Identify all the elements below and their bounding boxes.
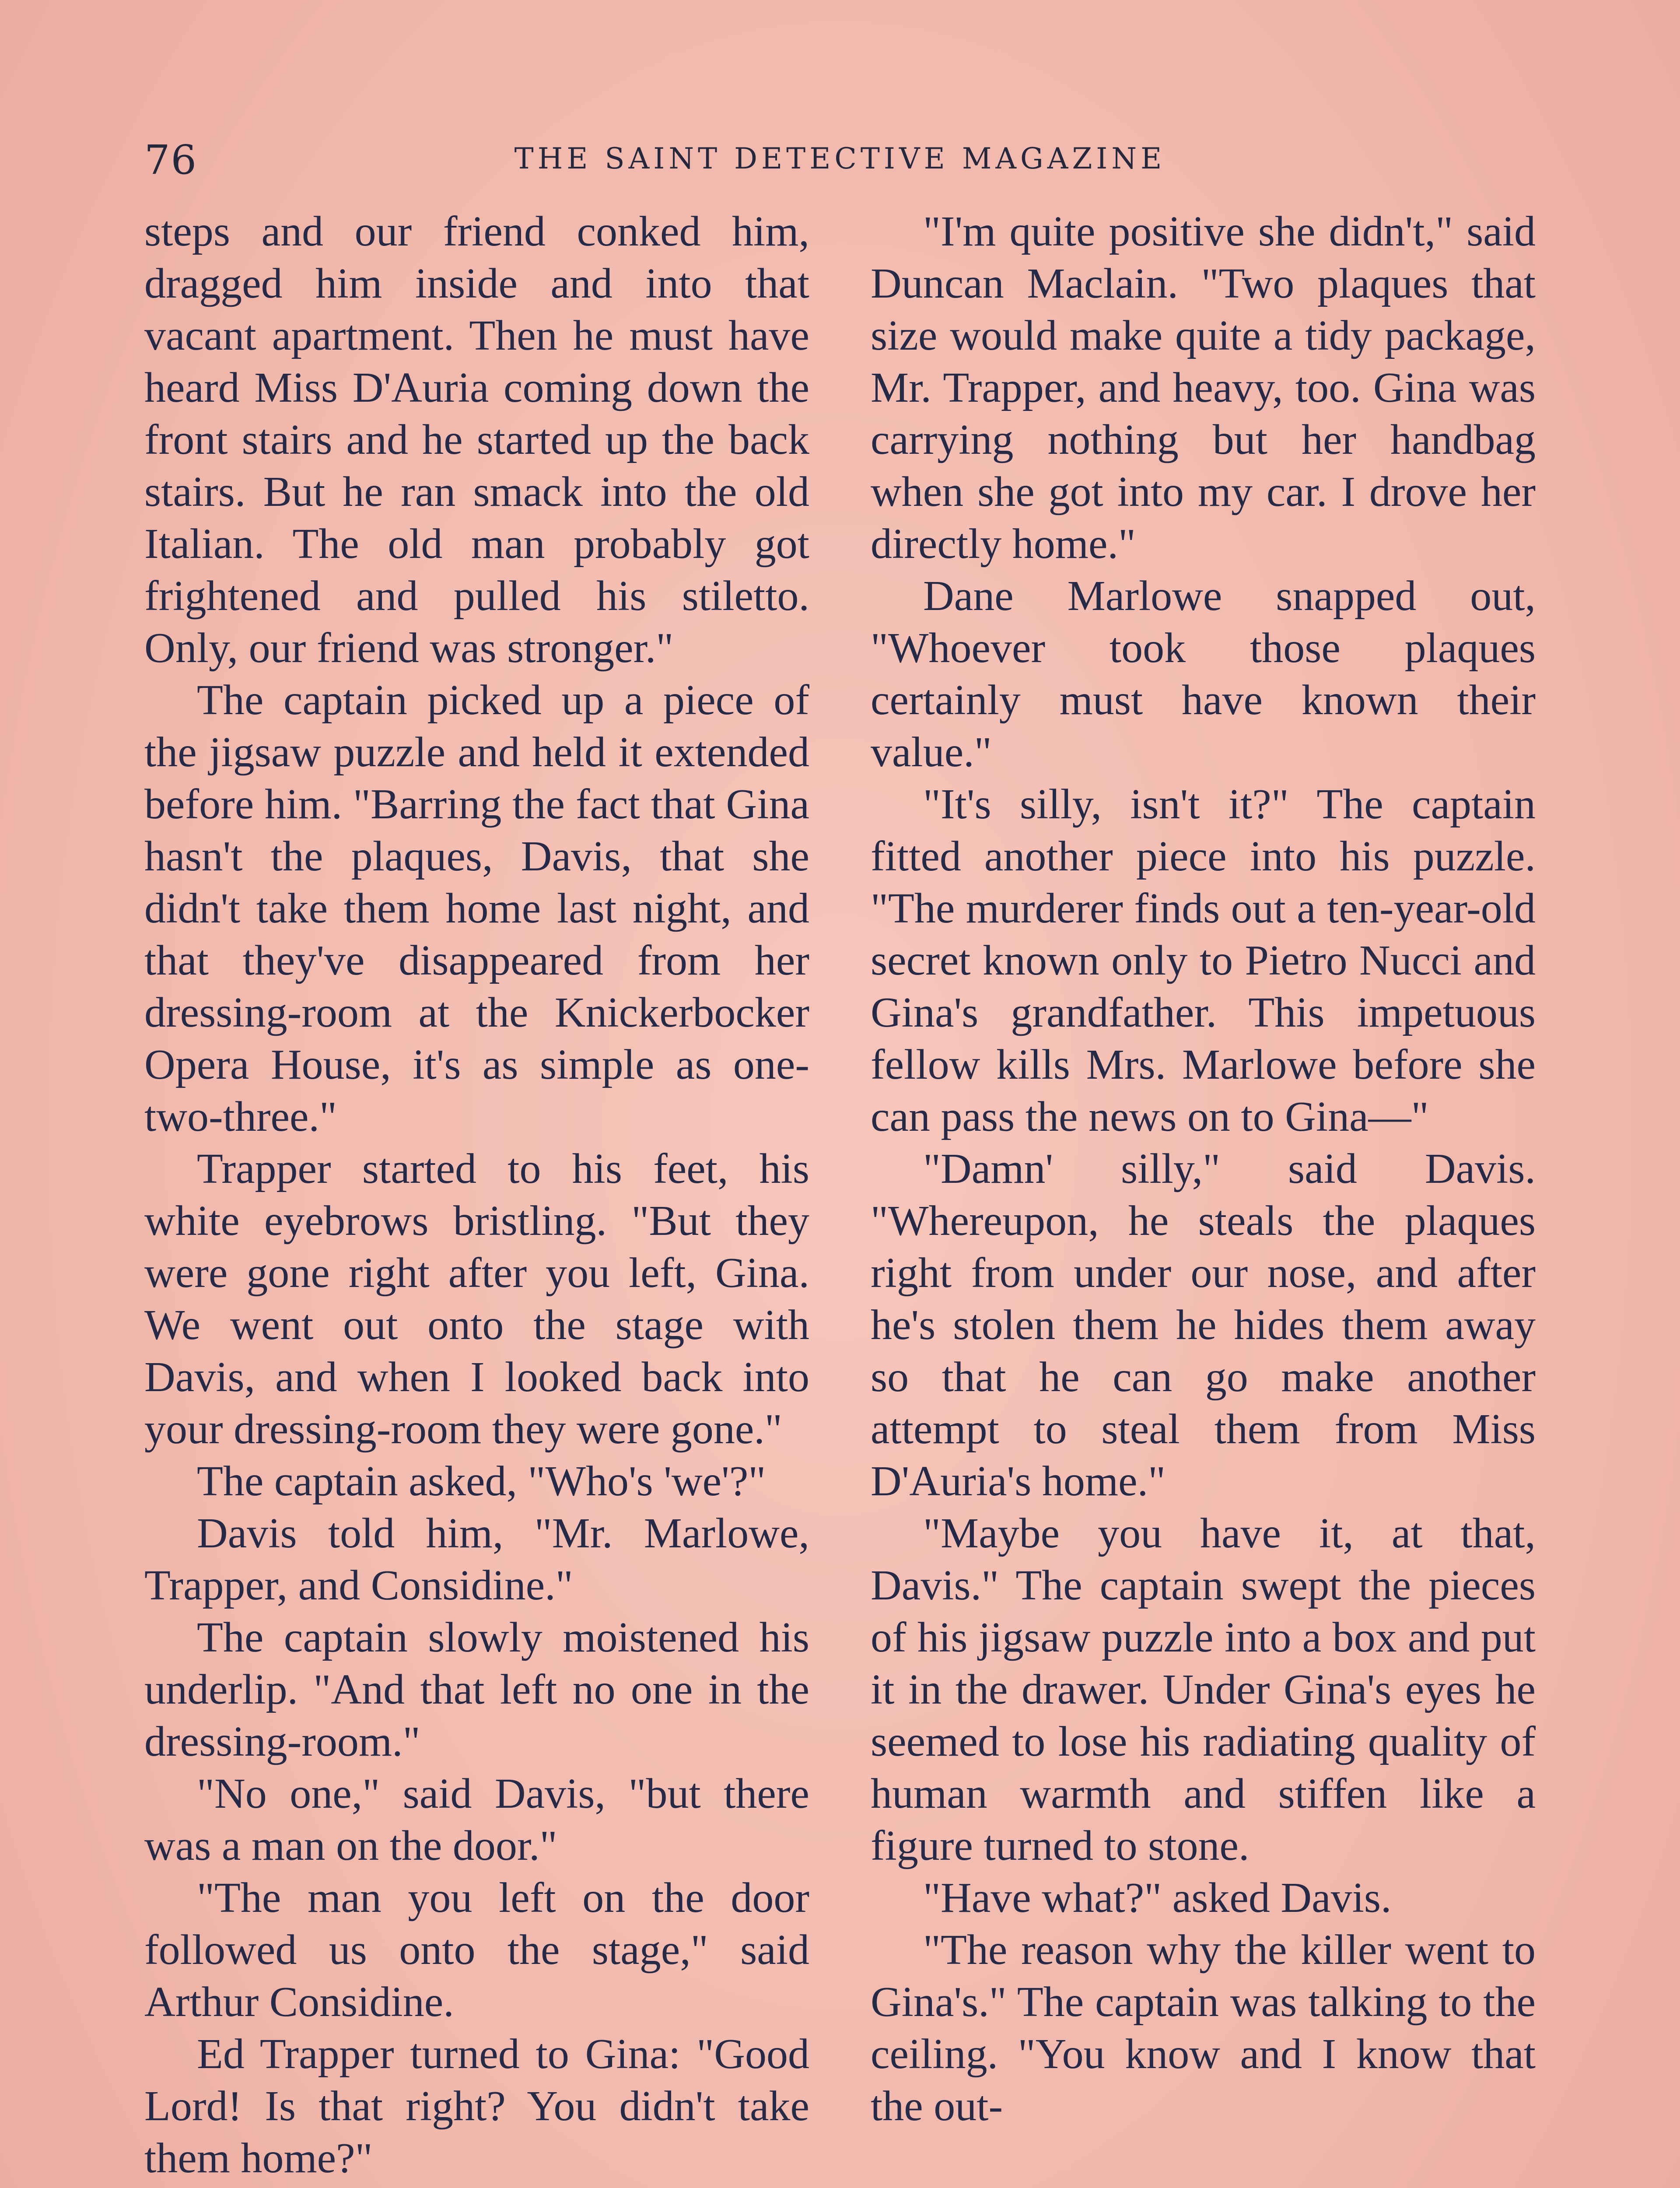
paragraph: "No one," said Davis, "but there was a man on the door." [144, 1770, 809, 1869]
paragraph: The captain picked up a piece of the jigsaw puzzle and held it extended before him. "Barring the fact that Gina hasn't the plaques, Davis, that she didn't take them home last night, and that they've disappeared from her dressing-room at the Knickerbocker Opera House, it's as simple as one-two-three." [144, 677, 809, 1140]
page-number: 76 [144, 137, 198, 183]
running-head: THE SAINT DETECTIVE MAGAZINE [514, 142, 1166, 175]
right-text-column [871, 206, 1536, 2132]
paragraph: "The man you left on the door followed us onto the stage," said Arthur Considine. [144, 1874, 809, 2026]
paragraph: "Damn' silly," said Davis. "Whereupon, he steals the plaques right from under our nose, and after he's stolen them he hides them away so that he can go make another attempt to steal them from Miss D'Auria's home." [871, 1145, 1536, 1505]
paragraph: The captain slowly moistened his underlip. "And that left no one in the dressing-room." [144, 1614, 809, 1765]
paragraph: "I'm quite positive she didn't," said Duncan Maclain. "Two plaques that size would make quite a tidy package, Mr. Trapper, and heavy, too. Gina was carrying nothing but her handbag when she got into my car. I drove her directly home." [871, 208, 1536, 568]
paragraph: Davis told him, "Mr. Marlowe, Trapper, and Considine." [144, 1510, 809, 1609]
paragraph: "Have what?" asked Davis. [923, 1874, 1392, 1922]
paragraph: Dane Marlowe snapped out, "Whoever took those plaques certainly must have known their value." [871, 572, 1536, 776]
paragraph: steps and our friend conked him, dragged him inside and into that vacant apartment. Then he must have heard Miss D'Auria coming down the front stairs and he started up the back stairs. But he ran smack into the old Italian. The old man probably got frightened and pulled his stiletto. Only, our friend was stronger." [144, 208, 809, 672]
left-text-column [144, 206, 809, 2184]
paragraph: "It's silly, isn't it?" The captain fitted another piece into his puzzle. "The murderer finds out a ten-year-old secret known only to Pietro Nucci and Gina's grandfather. This impetuous fellow kills Mrs. Marlowe before she can pass the news on to Gina—" [871, 781, 1536, 1140]
paragraph: Ed Trapper turned to Gina: "Good Lord! Is that right? You didn't take them home?" [144, 2030, 809, 2182]
paragraph: Trapper started to his feet, his white eyebrows bristling. "But they were gone right after you left, Gina. We went out onto the stage with Davis, and when I looked back into your dressing-room they were gone." [144, 1145, 809, 1453]
paragraph: "Maybe you have it, at that, Davis." The captain swept the pieces of his jigsaw puzzle into a box and put it in the drawer. Under Gina's eyes he seemed to lose his radiating quality of human warmth and stiffen like a figure turned to stone. [871, 1510, 1536, 1869]
paragraph: "The reason why the killer went to Gina's." The captain was talking to the ceiling. "You know and I know that the out- [871, 1926, 1536, 2130]
page-header [144, 137, 1536, 185]
paragraph: The captain asked, "Who's 'we'?" [197, 1458, 766, 1505]
